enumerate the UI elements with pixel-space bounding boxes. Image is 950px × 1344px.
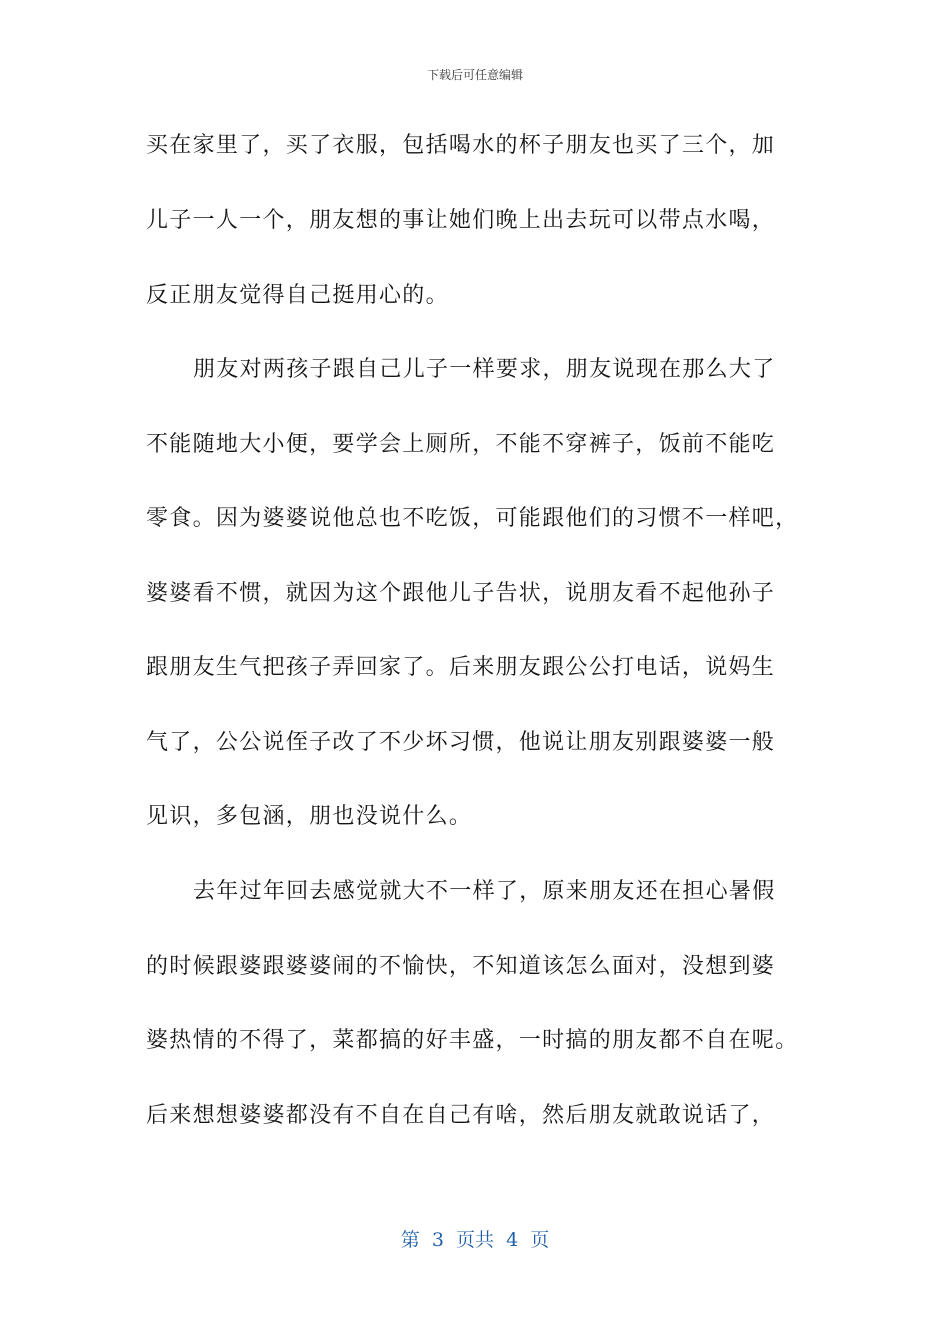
text-line: 不能随地大小便，要学会上厕所，不能不穿裤子，饭前不能吃 bbox=[146, 432, 776, 457]
text-line: 儿子一人一个，朋友想的事让她们晚上出去玩可以带点水喝， bbox=[146, 208, 776, 233]
text-line: 婆婆看不惯，就因为这个跟他儿子告状，说朋友看不起他孙子 bbox=[146, 581, 776, 606]
text-line: 跟朋友生气把孩子弄回家了。后来朋友跟公公打电话，说妈生 bbox=[146, 655, 776, 680]
text-line-paragraph-start: 朋友对两孩子跟自己儿子一样要求，朋友说现在那么大了 bbox=[193, 357, 776, 382]
page-header: 下载后可任意编辑 bbox=[426, 68, 523, 82]
text-line: 婆热情的不得了，菜都搞的好丰盛，一时搞的朋友都不自在呢。 bbox=[146, 1028, 799, 1053]
text-line: 反正朋友觉得自己挺用心的。 bbox=[146, 283, 449, 308]
text-line: 后来想想婆婆都没有不自在自己有啥，然后朋友就敢说话了， bbox=[146, 1103, 776, 1128]
page-number-footer: 第 3 页共 4 页 bbox=[400, 1229, 550, 1251]
text-line-paragraph-start: 去年过年回去感觉就大不一样了，原来朋友还在担心暑假 bbox=[193, 879, 776, 904]
text-line: 零食。因为婆婆说他总也不吃饭，可能跟他们的习惯不一样吧， bbox=[146, 506, 799, 531]
text-line: 买在家里了，买了衣服，包括喝水的杯子朋友也买了三个，加 bbox=[146, 133, 776, 158]
text-line: 气了，公公说侄子改了不少坏习惯，他说让朋友别跟婆婆一般 bbox=[146, 730, 776, 755]
text-line: 的时候跟婆跟婆婆闹的不愉快，不知道该怎么面对，没想到婆 bbox=[146, 954, 776, 979]
text-line: 见识，多包涵，朋也没说什么。 bbox=[146, 804, 473, 829]
